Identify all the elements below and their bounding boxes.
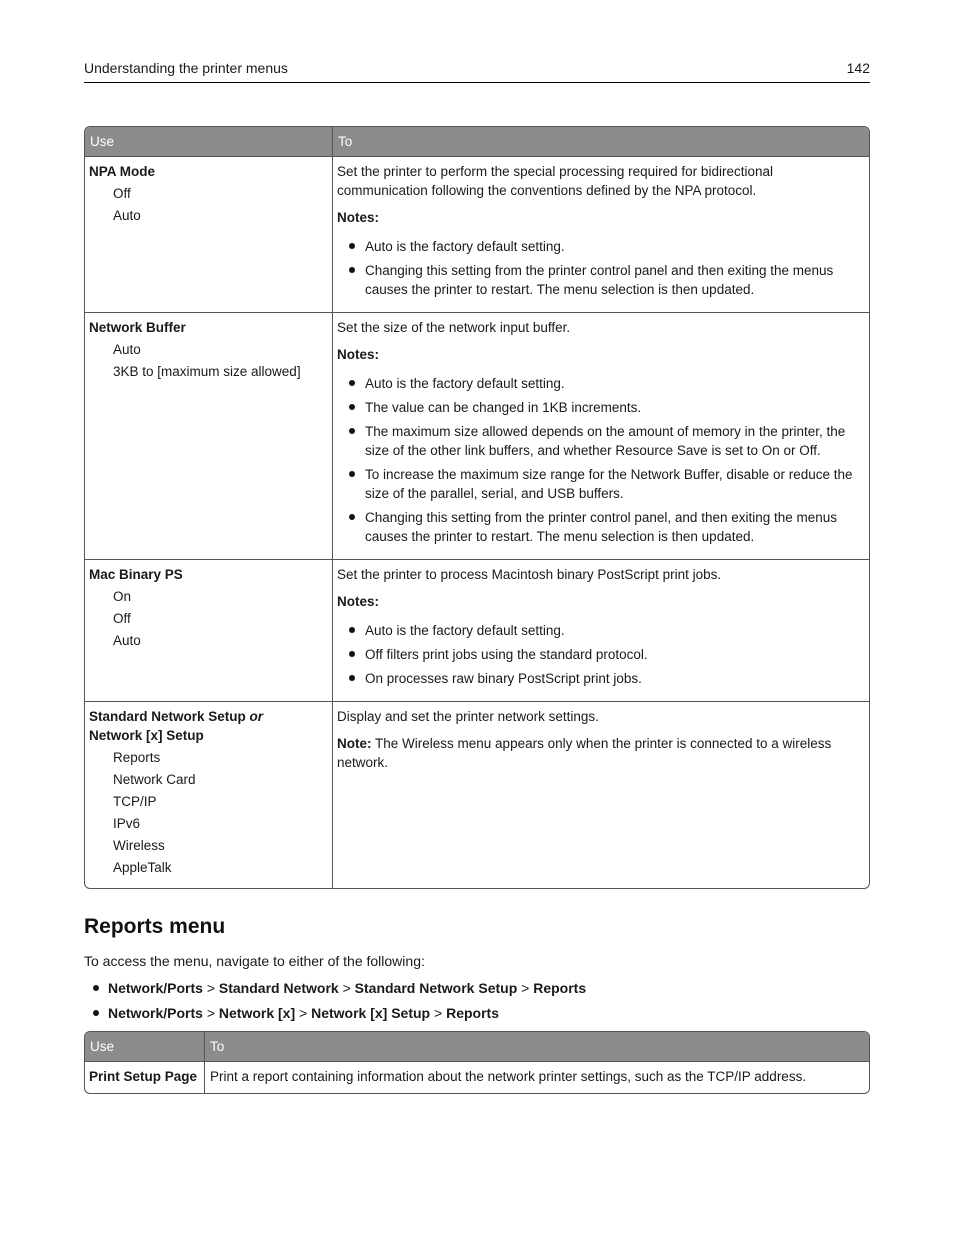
option-value: TCP/IP [113,794,157,809]
menu-item-cell [85,1062,205,1093]
note-item: On processes raw binary PostScript print jobs. [337,669,865,688]
table-row [85,312,869,559]
menu-item-options [89,748,328,877]
note-item: Auto is the factory default setting. [337,621,865,640]
network-settings-table [84,126,870,889]
menu-item-name: Network Buffer [89,320,186,335]
menu-item-options [89,340,328,381]
note-item: Auto is the factory default setting. [337,374,865,393]
path-separator: > [299,1005,308,1021]
path-step: Network [x] Setup [311,1005,431,1021]
note-item: Off filters print jobs using the standard protocol. [337,645,865,664]
notes-label: Notes: [337,347,380,362]
menu-item-options [89,184,328,225]
column-header-to: To [205,1032,869,1062]
menu-item-name-part2: Network [x] Setup [89,728,204,743]
description-cell [205,1062,869,1093]
option-value: Auto [113,633,141,648]
option-value: Reports [113,750,161,765]
navigation-path [84,1003,870,1028]
page-number: 142 [846,60,870,76]
path-separator: > [206,980,215,996]
menu-item-cell [85,559,333,701]
navigation-path-list [84,978,870,1028]
note-item: The maximum size allowed depends on the amount of memory in the printer, the size of the other link buffers, and whether Resource Save is set to On or Off. [337,422,865,460]
description-text: Print a report containing information about the network printer settings, such as the TCP/IP address. [210,1069,807,1084]
description-cell [333,701,869,888]
notes-list [337,374,865,546]
description-text: Set the printer to perform the special processing required for bidirectional communication following the conventions defined by the NPA protocol. [337,164,773,198]
section-title: Reports menu [84,915,226,938]
reports-table [84,1031,870,1094]
path-separator: > [206,1005,215,1021]
menu-item-name: Print Setup Page [89,1069,198,1084]
menu-item-options [89,587,328,650]
note-item: The value can be changed in 1KB increments. [337,398,865,417]
navigation-path [84,978,870,1003]
option-value: Wireless [113,838,165,853]
option-value: Network Card [113,772,196,787]
option-value: Auto [113,208,141,223]
note-label: Note: [337,736,372,751]
description-cell [333,157,869,312]
path-step: Network/Ports [108,980,203,996]
option-value: Auto [113,342,141,357]
page-header [84,60,870,83]
option-value: Off [113,611,131,626]
menu-item-name [89,707,328,745]
path-separator: > [521,980,530,996]
notes-label: Notes: [337,210,380,225]
column-header-to: To [333,127,869,157]
note-item: Auto is the factory default setting. [337,237,865,256]
notes-list [337,237,865,299]
table-row [85,559,869,701]
option-value: IPv6 [113,816,141,831]
path-step: Reports [533,980,587,996]
description-cell [333,312,869,559]
note-item: Changing this setting from the printer control panel, and then exiting the menus causes the printer to restart. The menu selection is then updated. [337,508,865,546]
notes-label: Notes: [337,594,380,609]
column-header-use: Use [85,127,333,157]
note-item: Changing this setting from the printer control panel and then exiting the menus causes the printer to restart. The menu selection is then updated. [337,261,865,299]
option-value: 3KB to [maximum size allowed] [113,364,301,379]
note-paragraph [337,734,865,772]
menu-item-cell [85,312,333,559]
menu-item-cell [85,157,333,312]
menu-item-name-part1: Standard Network Setup [89,709,246,724]
table-row [85,701,869,888]
note-text: The Wireless menu appears only when the printer is connected to a wireless network. [337,736,832,770]
menu-item-name: NPA Mode [89,164,155,179]
path-step: Reports [446,1005,499,1021]
option-value: On [113,589,132,604]
path-step: Network [x] [218,1005,296,1021]
table-row [85,157,869,312]
path-separator: > [434,1005,443,1021]
note-item: To increase the maximum size range for the Network Buffer, disable or reduce the size of the parallel, serial, and USB buffers. [337,465,865,503]
running-header-title: Understanding the printer menus [84,60,288,76]
menu-item-name-or: or [249,709,264,724]
table-header-row [85,1032,869,1062]
menu-item-name: Mac Binary PS [89,567,183,582]
description-text: Display and set the printer network settings. [337,709,599,724]
path-separator: > [342,980,351,996]
option-value: Off [113,186,131,201]
path-step: Network/Ports [108,1005,203,1021]
intro-text: To access the menu, navigate to either of the following: [84,953,425,969]
path-step: Standard Network Setup [354,980,518,996]
description-text: Set the size of the network input buffer. [337,320,571,335]
table-header-row [85,127,869,157]
menu-item-cell [85,701,333,888]
option-value: AppleTalk [113,860,172,875]
path-step: Standard Network [218,980,339,996]
table-row [85,1062,869,1093]
description-text: Set the printer to process Macintosh binary PostScript print jobs. [337,567,722,582]
notes-list [337,621,865,688]
description-cell [333,559,869,701]
column-header-use: Use [85,1032,205,1062]
